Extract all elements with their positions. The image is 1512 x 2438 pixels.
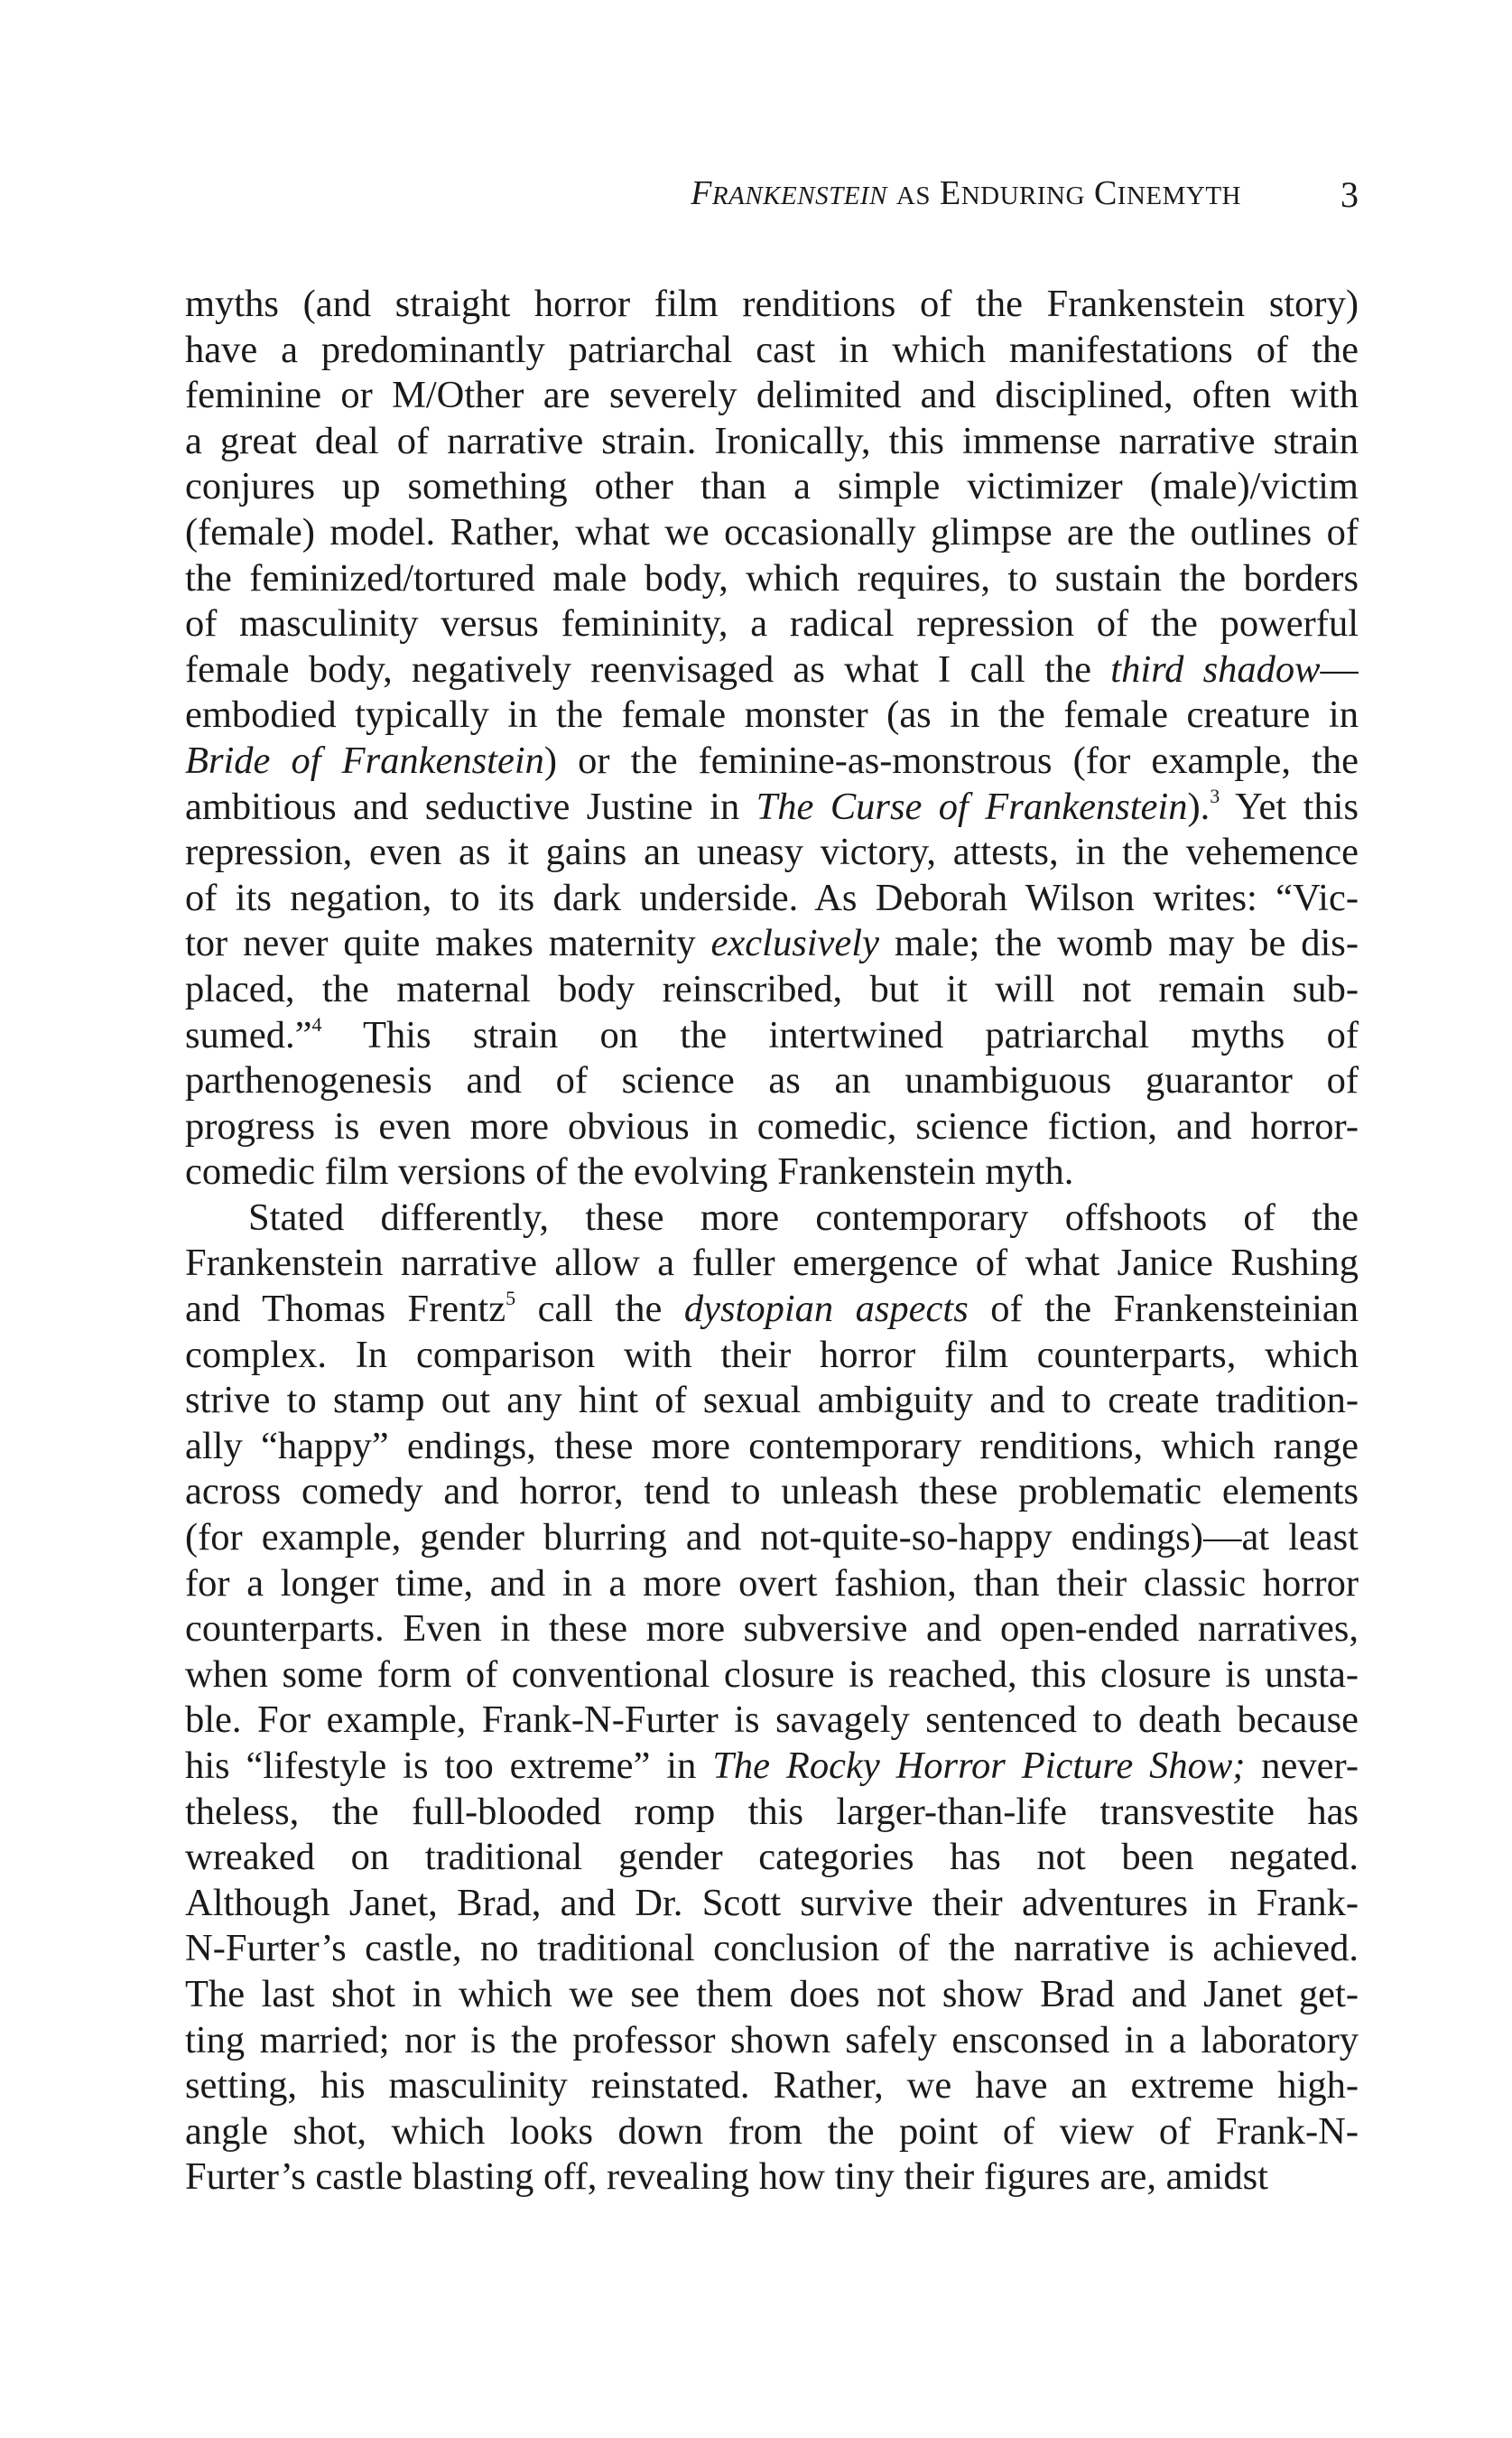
text-segment: female body, negatively reenvisaged as what I call the <box>185 647 1111 691</box>
text-segment: across comedy and horror, tend to unleash these problematic elements <box>185 1470 1359 1513</box>
text-segment: conjures up something other than a simple victimizer (male)/victim <box>185 465 1359 508</box>
text-segment: ting married; nor is the professor shown safely ensconsed in a laboratory <box>185 2018 1359 2061</box>
text-line <box>185 1881 1359 1927</box>
text-segment: (female) model. Rather, what we occasionally glimpse are the outlines of <box>185 510 1359 554</box>
text-line <box>185 921 1359 967</box>
text-segment: of the Frankensteinian <box>968 1288 1359 1331</box>
text-segment: the feminized/tortured male body, which requires, to sustain the borders <box>185 556 1359 600</box>
title-italic-rest: RANKENSTEIN <box>711 181 887 210</box>
text-segment: Frankenstein narrative allow a fuller emergence of what Janice Rushing <box>185 1242 1359 1285</box>
text-line <box>185 464 1359 510</box>
text-line <box>185 1424 1359 1470</box>
text-line <box>185 1241 1359 1287</box>
page-number: 3 <box>1340 174 1359 215</box>
text-line <box>185 693 1359 739</box>
text-line <box>185 556 1359 602</box>
text-line <box>185 282 1359 328</box>
title-c-initial: C <box>1093 174 1118 212</box>
text-segment: feminine or M/Other are severely delimited and disciplined, often with <box>185 374 1359 417</box>
text-line <box>185 1606 1359 1652</box>
text-line <box>185 2063 1359 2109</box>
text-segment: embodied typically in the female monster (as in the female creature in <box>185 693 1359 737</box>
text-line <box>185 328 1359 374</box>
text-line <box>185 1515 1359 1561</box>
text-line <box>185 1333 1359 1379</box>
text-segment: ambitious and seductive Justine in <box>185 785 756 828</box>
text-line <box>185 601 1359 647</box>
title-as: AS <box>895 181 931 210</box>
title-italic-initial: F <box>691 174 712 212</box>
text-line <box>185 1561 1359 1607</box>
text-segment: — <box>1320 647 1359 691</box>
text-segment: setting, his masculinity reinstated. Rather, we have an extreme high- <box>185 2064 1359 2108</box>
text-segment: wreaked on traditional gender categories has not been negated. <box>185 1836 1359 1879</box>
italic-text: The Curse of Frankenstein <box>756 785 1188 828</box>
text-segment: angle shot, which looks down from the point of view of Frank-N- <box>185 2109 1359 2153</box>
text-segment: tor never quite makes maternity <box>185 922 711 965</box>
text-segment: Stated differently, these more contemporary offshoots of the <box>248 1196 1359 1239</box>
text-line <box>185 1058 1359 1104</box>
text-segment: of masculinity versus femininity, a radical repression of the powerful <box>185 602 1359 646</box>
text-segment: never- <box>1245 1745 1359 1787</box>
text-line <box>185 1652 1359 1698</box>
text-segment: Furter’s castle blasting off, revealing how tiny their figures are, amidst <box>185 2155 1268 2199</box>
title-inemyth: INEMYTH <box>1117 181 1241 210</box>
text-line <box>185 510 1359 556</box>
text-line <box>185 739 1359 785</box>
title-nduring: NDURING <box>960 181 1085 210</box>
text-line <box>185 1104 1359 1150</box>
text-line <box>185 2154 1359 2201</box>
text-segment: theless, the full-blooded romp this larger-than-life transvestite has <box>185 1790 1359 1833</box>
text-line <box>185 1378 1359 1424</box>
footnote-marker: 5 <box>506 1287 516 1310</box>
text-segment: counterparts. Even in these more subversive and open-ended narratives, <box>185 1607 1359 1651</box>
footnote-marker: 3 <box>1210 784 1220 807</box>
text-segment: This strain on the intertwined patriarchal myths of <box>321 1013 1359 1056</box>
text-line <box>185 1149 1359 1196</box>
text-line <box>185 647 1359 693</box>
title-e-initial: E <box>940 174 961 212</box>
text-line <box>185 1744 1359 1790</box>
text-line <box>185 1196 1359 1242</box>
text-line <box>185 1926 1359 1972</box>
text-segment: ble. For example, Frank-N-Furter is savagely sentenced to death because <box>185 1698 1359 1742</box>
text-segment: progress is even more obvious in comedic, science fiction, and horror- <box>185 1104 1359 1148</box>
text-segment: call the <box>515 1288 684 1331</box>
text-line <box>185 419 1359 465</box>
italic-text: Bride of Frankenstein <box>185 739 544 782</box>
text-segment: Although Janet, Brad, and Dr. Scott survive their adventures in Frank- <box>185 1881 1359 1924</box>
body-text <box>185 282 1359 2201</box>
text-line <box>185 1698 1359 1744</box>
text-line <box>185 2109 1359 2155</box>
text-segment: a great deal of narrative strain. Ironically, this immense narrative strain <box>185 419 1359 462</box>
text-line <box>185 1972 1359 2018</box>
footnote-marker: 4 <box>311 1012 322 1036</box>
italic-text: dystopian aspects <box>683 1288 969 1331</box>
text-segment: sumed.” <box>185 1013 312 1056</box>
text-segment: (for example, gender blurring and not-quite-so-happy endings)—at least <box>185 1516 1359 1559</box>
text-segment: ally “happy” endings, these more contemporary renditions, which range <box>185 1424 1359 1467</box>
text-segment: placed, the maternal body reinscribed, but it will not remain sub- <box>185 967 1359 1010</box>
italic-text: third shadow <box>1110 647 1321 691</box>
text-segment: Yet this <box>1220 785 1359 828</box>
text-line <box>185 2018 1359 2064</box>
text-segment: have a predominantly patriarchal cast in which manifestations of the <box>185 328 1359 371</box>
text-segment: myths (and straight horror film renditions of the Frankenstein story) <box>185 283 1359 325</box>
text-line <box>185 373 1359 419</box>
text-line <box>185 1835 1359 1881</box>
text-segment: for a longer time, and in a more overt fashion, than their classic horror <box>185 1561 1359 1605</box>
running-title <box>691 173 1241 213</box>
text-line <box>185 830 1359 876</box>
text-line <box>185 876 1359 922</box>
paragraph <box>185 282 1359 1196</box>
text-segment: ) or the feminine-as-monstrous (for example, the <box>543 739 1359 782</box>
italic-text: The Rocky Horror Picture Show; <box>712 1745 1246 1787</box>
text-segment: male; the womb may be dis- <box>878 922 1359 965</box>
italic-text: exclusively <box>710 922 879 965</box>
text-segment: his “lifestyle is too extreme” in <box>185 1745 713 1787</box>
text-segment: when some form of conventional closure is reached, this closure is unsta- <box>185 1652 1359 1696</box>
text-line <box>185 785 1359 831</box>
text-line <box>185 1287 1359 1333</box>
text-line <box>185 1013 1359 1059</box>
paragraph <box>185 1196 1359 2201</box>
text-segment: complex. In comparison with their horror film counterparts, which <box>185 1333 1359 1376</box>
text-segment: of its negation, to its dark underside. As Deborah Wilson writes: “Vic- <box>185 876 1359 919</box>
text-segment: and Thomas Frentz <box>185 1288 506 1331</box>
running-head <box>185 173 1359 219</box>
text-segment: comedic film versions of the evolving Frankenstein myth. <box>185 1150 1074 1194</box>
text-segment: The last shot in which we see them does not show Brad and Janet get- <box>185 1972 1359 2015</box>
text-line <box>185 1790 1359 1836</box>
text-line <box>185 1469 1359 1515</box>
text-segment: strive to stamp out any hint of sexual ambiguity and to create tradition- <box>185 1379 1359 1422</box>
text-segment: repression, even as it gains an uneasy victory, attests, in the vehemence <box>185 831 1359 874</box>
text-line <box>185 967 1359 1013</box>
text-segment: ). <box>1187 785 1211 828</box>
text-segment: N-Furter’s castle, no traditional conclusion of the narrative is achieved. <box>185 1927 1359 1970</box>
text-segment: parthenogenesis and of science as an unambiguous guarantor of <box>185 1059 1359 1103</box>
